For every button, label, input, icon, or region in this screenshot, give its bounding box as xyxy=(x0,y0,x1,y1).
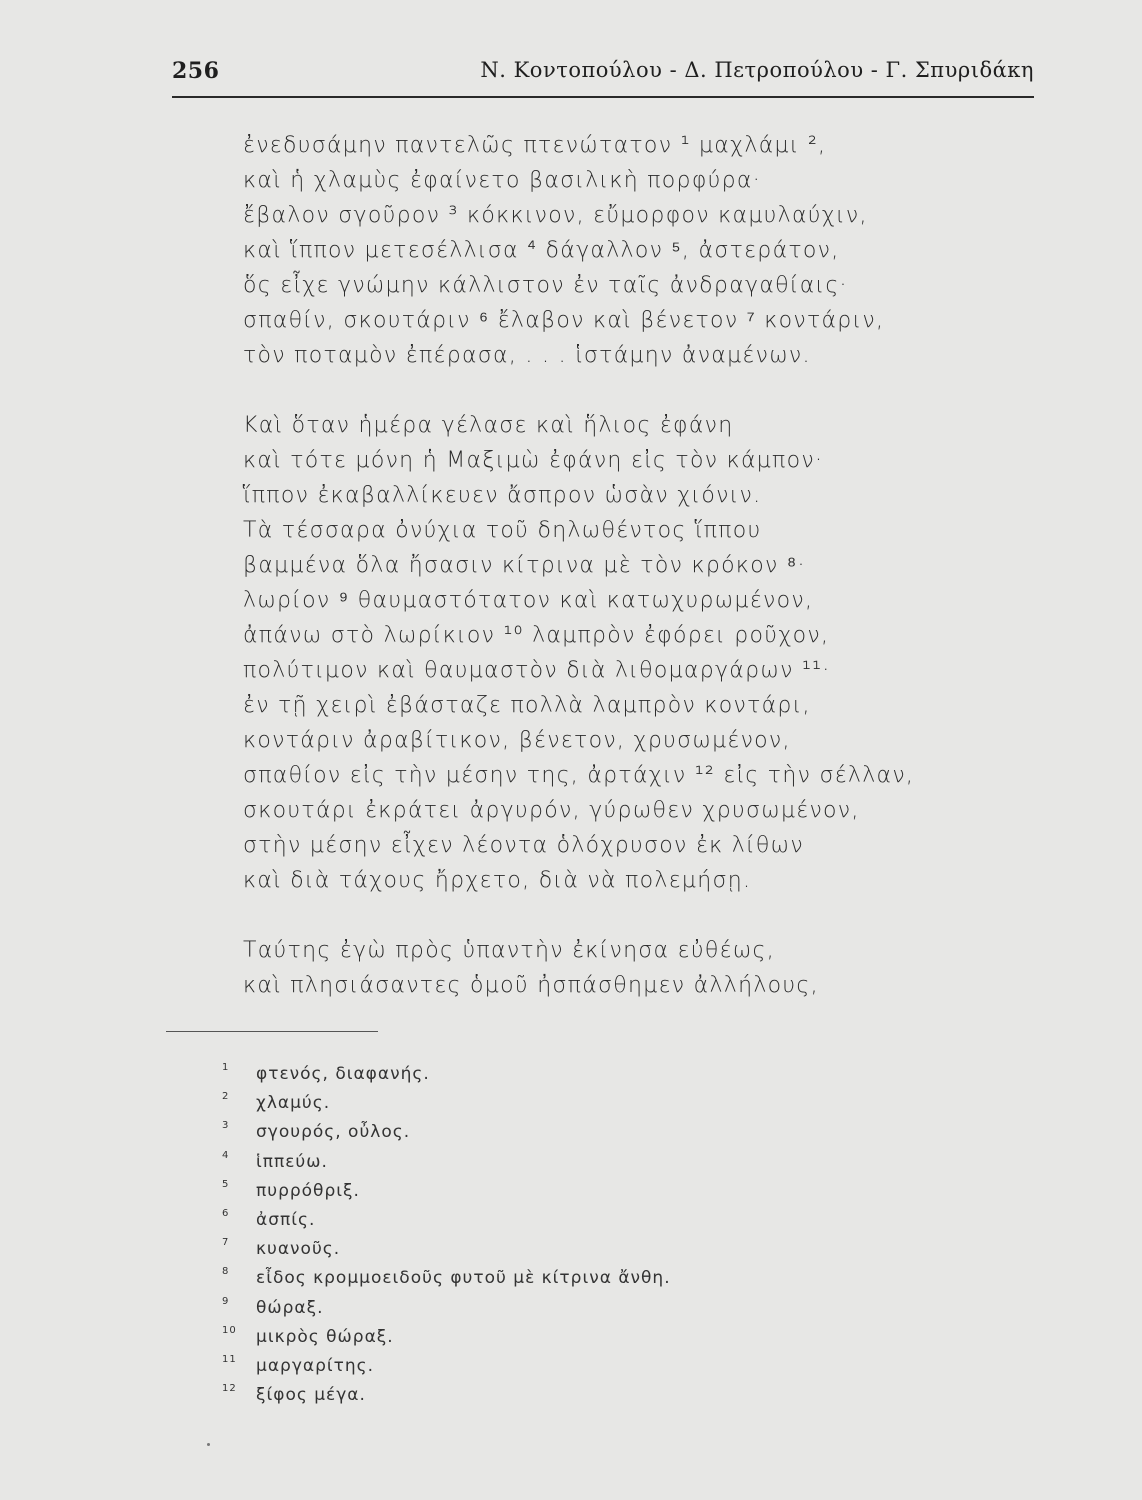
footnote-number: 2 xyxy=(222,1091,230,1103)
running-head: Ν. Κοντοπούλου - Δ. Πετροπούλου - Γ. Σπυριδάκη xyxy=(480,58,1034,82)
verse-line: σκουτάρι ἐκράτει ἀργυρόν, γύρωθεν χρυσωμένον, xyxy=(243,798,860,823)
footnote-number: 9 xyxy=(222,1295,230,1307)
footnote xyxy=(222,1060,822,1089)
stanza-3 xyxy=(243,933,1003,1003)
footnote-number: 6 xyxy=(222,1207,230,1219)
verse-line: καὶ πλησιάσαντες ὁμοῦ ἠσπάσθημεν ἀλλήλους, xyxy=(243,973,819,998)
footnote-text: φτενός, διαφανής. xyxy=(256,1064,430,1084)
poem-text xyxy=(243,128,1003,1003)
footnote-text: μικρὸς θώραξ. xyxy=(256,1326,394,1347)
print-speck xyxy=(207,1443,210,1446)
verse-line: τὸν ποταμὸν ἐπέρασα, . . . ἱστάμην ἀναμένων. xyxy=(243,343,811,368)
verse-line: ἵππον ἐκαβαλλίκευεν ἄσπρον ὡσὰν χιόνιν. xyxy=(243,483,762,508)
page-header xyxy=(172,58,1034,98)
verse-line: πολύτιμον καὶ θαυμαστὸν διὰ λιθομαργάρων ¹¹· xyxy=(243,658,831,683)
footnote-number: 3 xyxy=(222,1120,230,1132)
verse-line: ἐνεδυσάμην παντελῶς πτενώτατον ¹ μαχλάμι ², xyxy=(243,133,827,158)
footnote-number: 11 xyxy=(222,1353,237,1365)
footnote xyxy=(222,1264,822,1293)
footnote xyxy=(222,1148,822,1177)
verse-line: λωρίον ⁹ θαυμαστότατον καὶ κατωχυρωμένον, xyxy=(243,588,814,613)
verse-line: βαμμένα ὅλα ἤσασιν κίτρινα μὲ τὸν κρόκον ⁸· xyxy=(243,553,806,578)
verse-line: Ταύτης ἐγὼ πρὸς ὑπαντὴν ἐκίνησα εὐθέως, xyxy=(243,938,776,963)
footnote xyxy=(222,1352,822,1381)
verse-line: στὴν μέσην εἶχεν λέοντα ὁλόχρυσον ἐκ λίθων xyxy=(243,833,804,858)
footnote-text: χλαμύς. xyxy=(256,1093,331,1114)
footnote-number: 12 xyxy=(222,1383,237,1395)
footnote xyxy=(222,1089,822,1118)
footnote xyxy=(222,1381,822,1410)
stanza-2 xyxy=(243,408,1003,898)
verse-line: καὶ ἵππον μετεσέλλισα ⁴ δάγαλλον ⁵, ἀστεράτον, xyxy=(243,238,840,263)
footnote-number: 7 xyxy=(222,1237,230,1249)
footnote-text: ἀσπίς. xyxy=(256,1209,316,1230)
footnote-text: πυρρόθριξ. xyxy=(256,1180,360,1201)
footnote-text: ξίφος μέγα. xyxy=(256,1385,366,1406)
footnote-text: κυανοῦς. xyxy=(256,1239,341,1260)
footnote-text: μαργαρίτης. xyxy=(256,1355,375,1376)
footnote-number: 5 xyxy=(222,1178,230,1190)
footnote-text: εἶδος κρομμοειδοῦς φυτοῦ μὲ κίτρινα ἄνθη. xyxy=(256,1268,671,1289)
footnote-text: θώραξ. xyxy=(256,1297,324,1318)
footnote-text: σγουρός, οὖλος. xyxy=(256,1122,411,1143)
footnote xyxy=(222,1118,822,1147)
verse-line: ὅς εἶχε γνώμην κάλλιστον ἐν ταῖς ἀνδραγαθίαις· xyxy=(243,273,848,298)
verse-line: καὶ τότε μόνη ἡ Μαξιμὼ ἐφάνη εἰς τὸν κάμπον· xyxy=(243,448,824,473)
footnote-number: 1 xyxy=(222,1062,230,1073)
verse-line: κοντάριν ἀραβίτικον, βένετον, χρυσωμένον, xyxy=(243,728,791,753)
footnote-number: 8 xyxy=(222,1266,230,1278)
footnote-text: ἱππεύω. xyxy=(256,1151,328,1172)
verse-line: σπαθίον εἰς τὴν μέσην της, ἀρτάχιν ¹² εἰς τὴν σέλλαν, xyxy=(243,763,915,788)
footnote xyxy=(222,1177,822,1206)
verse-line: καὶ ἡ χλαμὺς ἐφαίνετο βασιλικὴ πορφύρα· xyxy=(243,168,762,193)
verse-line: σπαθίν, σκουτάριν ⁶ ἔλαβον καὶ βένετον ⁷ κοντάριν, xyxy=(243,308,885,333)
footnote xyxy=(222,1235,822,1264)
footnote xyxy=(222,1323,822,1352)
footnote-rule xyxy=(166,1031,378,1032)
footnote-number: 10 xyxy=(222,1324,237,1336)
verse-line: Καὶ ὅταν ἡμέρα γέλασε καὶ ἥλιος ἐφάνη xyxy=(243,413,734,438)
verse-line: ἐν τῇ χειρὶ ἐβάσταζε πολλὰ λαμπρὸν κοντάρι, xyxy=(243,693,811,718)
verse-line: ἔβαλον σγοῦρον ³ κόκκινον, εὔμορφον καμυλαύχιν, xyxy=(243,203,868,228)
header-rule xyxy=(172,96,1034,98)
page-number: 256 xyxy=(172,58,220,84)
verse-line: καὶ διὰ τάχους ἤρχετο, διὰ νὰ πολεμήσῃ. xyxy=(243,868,752,893)
footnote xyxy=(222,1206,822,1235)
verse-line: ἀπάνω στὸ λωρίκιον ¹⁰ λαμπρὸν ἐφόρει ροῦχον, xyxy=(243,623,830,648)
verse-line: Τὰ τέσσαρα ὀνύχια τοῦ δηλωθέντος ἵππου xyxy=(243,518,762,543)
footnotes xyxy=(222,1060,822,1410)
stanza-1 xyxy=(243,128,1003,373)
footnote xyxy=(222,1294,822,1323)
footnote-number: 4 xyxy=(222,1149,230,1161)
